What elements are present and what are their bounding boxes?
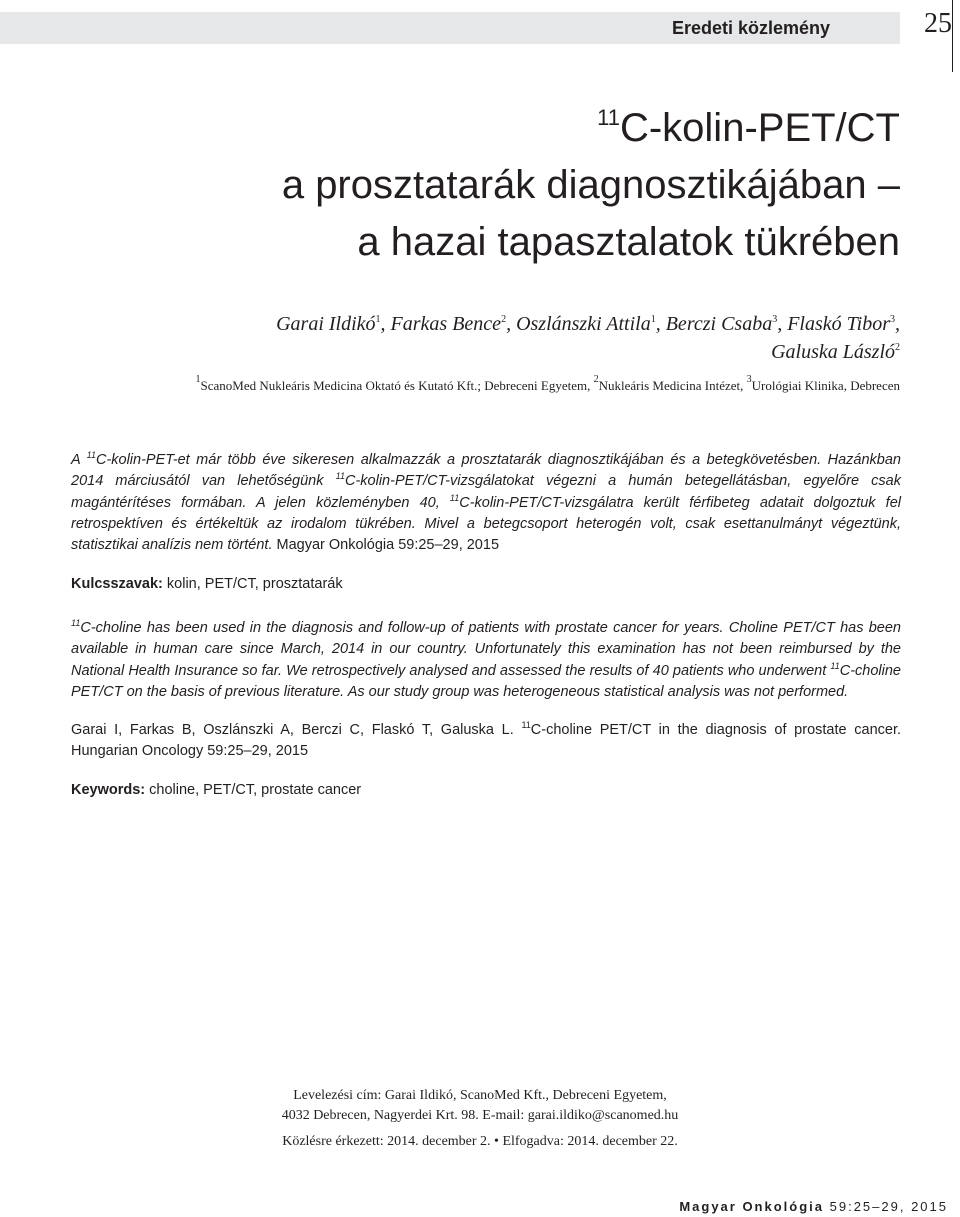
author-name: Berczi Csaba	[665, 313, 773, 335]
correspondence-address: Levelezési cím: Garai Ildikó, ScanoMed Kft., Debreceni Egyetem,	[293, 1088, 667, 1103]
title-line-2: a prosztatarák diagnosztikájában –	[281, 163, 900, 207]
hungarian-abstract	[71, 450, 901, 556]
correspondence-email: 4032 Debrecen, Nagyerdei Krt. 98. E-mail: garai.ildiko@scanomed.hu	[281, 1108, 679, 1123]
title-line-3: a hazai tapasztalatok tükrében	[357, 220, 900, 264]
author-affiliation-marker: 1	[375, 314, 381, 325]
journal-name: Magyar Onkológia	[679, 1199, 825, 1214]
affiliation-marker: 1	[195, 374, 201, 385]
english-keywords	[71, 782, 361, 798]
author-affiliation-marker: 2	[501, 314, 507, 325]
author-separator: ,	[380, 313, 391, 335]
submission-dates: Közlésre érkezett: 2014. december 2. • Elfogadva: 2014. december 22.	[282, 1134, 678, 1149]
citation-fragment: Garai I, Farkas B, Oszlánszki A, Berczi C, Flaskó T, Galuska L.	[71, 722, 522, 738]
isotope-superscript: 11	[335, 471, 345, 482]
isotope-superscript: 11	[86, 450, 96, 460]
hu-citation: Magyar Onkológia 59:25–29, 2015	[272, 537, 500, 554]
keywords-text: kolin, PET/CT, prosztatarák	[162, 576, 343, 592]
abstract-fragment: C-choline has been used in the diagnosis and follow-up of patients with prostate cancer for years. Choline PET/CT has been available in human care since March, 2014 in our country. Unfortunately this examination has not been reimbursed by the National Health Insurance so far. We retrospectively analysed and assessed the results of 40 patients who underwent	[71, 620, 901, 679]
abstract-fragment: C-kolin-PET/CT-vizsgálatokat végezni a humán betegellátásban, egyelőre csak magántérítéses formában. A jelen közleményben 40,	[71, 473, 901, 511]
section-header-bar	[0, 12, 900, 44]
abstract-fragment: A	[71, 452, 87, 468]
author-affiliation-marker: 2	[895, 342, 900, 353]
author-name: Oszlánszki Attila	[516, 313, 651, 335]
journal-footer	[679, 1199, 948, 1214]
author-affiliation-marker: 1	[650, 314, 656, 325]
isotope-superscript: 11	[449, 492, 460, 503]
abstract-fragment: C-kolin-PET/CT-vizsgálatra került férfibeteg adatait dolgoztuk fel retrospektíven és értékeltük az irodalom tükrében. Mivel a betegcsoport heterogén volt, csak esettanulmányt végeztünk, statisztikai analízis nem történt.	[71, 494, 901, 554]
keywords-label: Keywords:	[71, 782, 146, 798]
author-name: Galuska László	[771, 341, 895, 363]
author-separator: ,	[777, 313, 788, 335]
english-abstract	[71, 618, 901, 703]
affiliations	[40, 374, 900, 394]
abstract-fragment: C-choline PET/CT on the basis of previous literature. As our study group was heterogeneous statistical analysis was not performed.	[71, 662, 901, 700]
affiliation-marker: 3	[746, 374, 752, 385]
author-separator: ,	[895, 313, 900, 335]
english-citation	[71, 720, 901, 763]
header-divider	[952, 0, 953, 72]
author-affiliation-marker: 3	[890, 314, 895, 325]
title-line-1	[80, 100, 900, 157]
isotope-superscript: 11	[521, 720, 531, 730]
author-name: Garai Ildikó	[276, 313, 376, 335]
isotope-superscript: 11	[71, 618, 81, 628]
affiliation-text: Nukleáris Medicina Intézet,	[598, 378, 747, 393]
title-isotope-superscript: 11	[597, 105, 620, 130]
article-title	[80, 100, 900, 271]
page-number: 25	[924, 8, 952, 39]
affiliation-text: ScanoMed Nukleáris Medicina Oktató és Kutató Kft.; Debreceni Egyetem,	[200, 378, 594, 393]
author-list	[100, 310, 900, 366]
hungarian-keywords	[71, 576, 343, 592]
author-separator: ,	[506, 313, 517, 335]
author-separator: ,	[655, 313, 666, 335]
author-name: Flaskó Tibor	[787, 313, 890, 335]
abstract-fragment: C-kolin-PET-et már több éve sikeresen alkalmazzák a prosztatarák diagnosztikájában és a betegkövetésben. Hazánkban 2014 márciusától van lehetőségünk	[71, 452, 901, 490]
section-label: Eredeti közlemény	[671, 18, 830, 38]
affiliation-text: Urológiai Klinika, Debrecen	[751, 378, 900, 393]
journal-issue: 59:25–29, 2015	[824, 1199, 948, 1214]
keywords-label: Kulcsszavak:	[71, 576, 163, 592]
title-line-1-text: C-kolin-PET/CT	[619, 106, 900, 150]
isotope-superscript: 11	[830, 660, 840, 671]
keywords-text: choline, PET/CT, prostate cancer	[145, 782, 362, 798]
correspondence-block	[0, 1086, 960, 1126]
citation-fragment: C-choline PET/CT in the diagnosis of prostate cancer. Hungarian Oncology 59:25–29, 2015	[71, 722, 901, 760]
author-affiliation-marker: 3	[772, 314, 778, 325]
author-name: Farkas Bence	[390, 313, 502, 335]
affiliation-marker: 2	[593, 374, 599, 385]
